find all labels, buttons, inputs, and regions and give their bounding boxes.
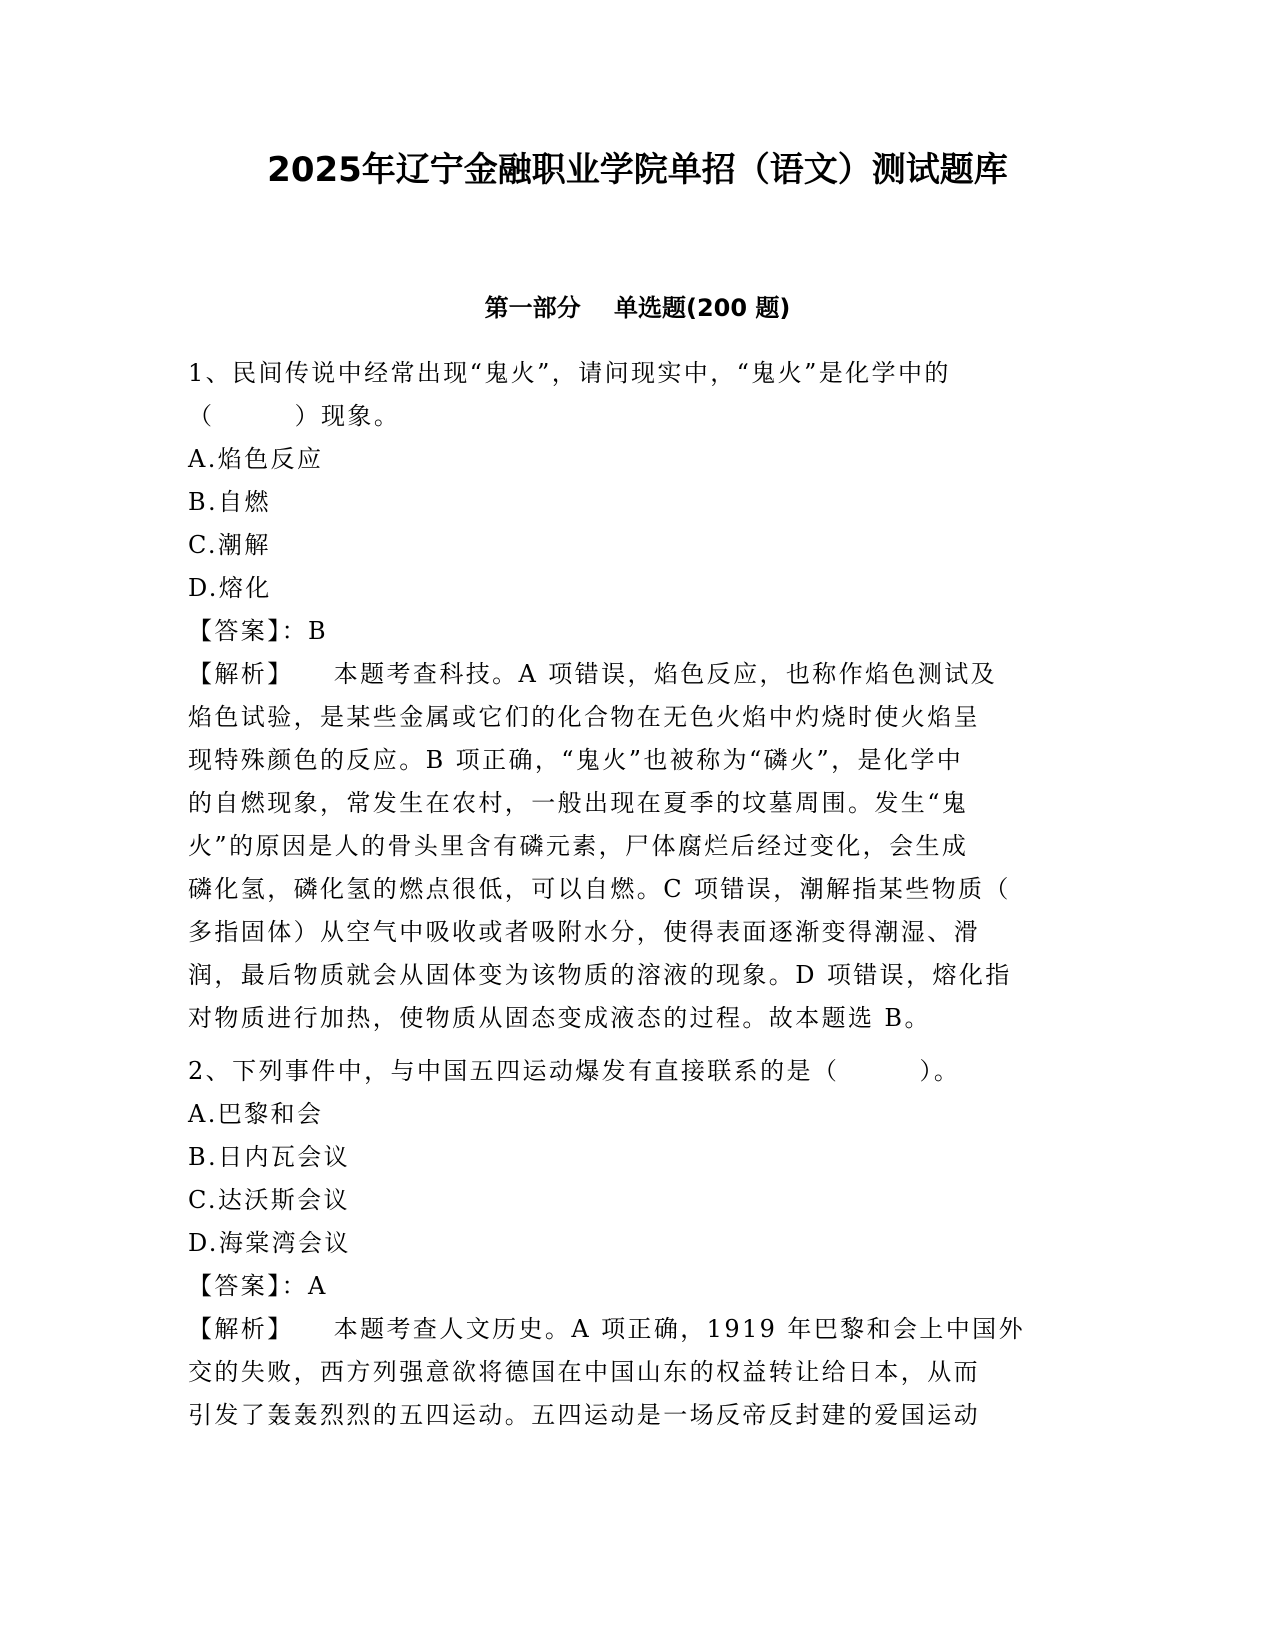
analysis-line: 多指固体）从空气中吸收或者吸附水分，使得表面逐渐变得潮湿、滑 — [188, 918, 980, 946]
option-a: A.巴黎和会 — [188, 1100, 324, 1128]
analysis-line: 【解析】 本题考查科技。A 项错误，焰色反应，也称作焰色测试及 — [188, 660, 998, 688]
question-1 — [188, 352, 1088, 1040]
analysis-line: 【解析】 本题考查人文历史。A 项正确，1919 年巴黎和会上中国外 — [188, 1315, 1025, 1343]
analysis-line: 交的失败，西方列强意欲将德国在中国山东的权益转让给日本，从而 — [188, 1358, 980, 1386]
question-stem-line: 2、下列事件中，与中国五四运动爆发有直接联系的是（ ）。 — [188, 1057, 961, 1085]
option-a: A.焰色反应 — [188, 445, 324, 473]
answer-line: 【答案】：A — [188, 1272, 328, 1300]
document-title: 2025年辽宁金融职业学院单招（语文）测试题库 — [267, 150, 1008, 190]
analysis-line: 现特殊颜色的反应。B 项正确，“鬼火”也被称为“磷火”，是化学中 — [188, 746, 964, 774]
analysis-line: 对物质进行加热，使物质从固态变成液态的过程。故本题选 B。 — [188, 1004, 931, 1032]
question-spacer — [188, 1040, 1088, 1050]
analysis-line: 的自燃现象，常发生在农村，一般出现在夏季的坟墓周围。发生“鬼 — [188, 789, 969, 817]
option-d: D.海棠湾会议 — [188, 1229, 351, 1257]
question-2 — [188, 1050, 1088, 1437]
analysis-line: 焰色试验，是某些金属或它们的化合物在无色火焰中灼烧时使火焰呈 — [188, 703, 980, 731]
answer-line: 【答案】：B — [188, 617, 329, 645]
section-title: 第一部分 单选题(200 题) — [484, 294, 791, 322]
analysis-line: 润，最后物质就会从固体变为该物质的溶液的现象。D 项错误，熔化指 — [188, 961, 1012, 989]
option-c: C.潮解 — [188, 531, 271, 559]
option-b: B.日内瓦会议 — [188, 1143, 351, 1171]
question-list — [188, 352, 1088, 1437]
analysis-line: 磷化氢，磷化氢的燃点很低，可以自燃。C 项错误，潮解指某些物质（ — [188, 875, 1011, 903]
question-stem-line: （ ）现象。 — [188, 402, 401, 430]
analysis-line: 火”的原因是人的骨头里含有磷元素，尸体腐烂后经过变化，会生成 — [188, 832, 969, 860]
option-d: D.熔化 — [188, 574, 272, 602]
question-stem-line: 1、民间传说中经常出现“鬼火”，请问现实中，“鬼火”是化学中的 — [188, 359, 951, 387]
option-b: B.自燃 — [188, 488, 271, 516]
analysis-line: 引发了轰轰烈烈的五四运动。五四运动是一场反帝反封建的爱国运动 — [188, 1401, 980, 1429]
option-c: C.达沃斯会议 — [188, 1186, 350, 1214]
